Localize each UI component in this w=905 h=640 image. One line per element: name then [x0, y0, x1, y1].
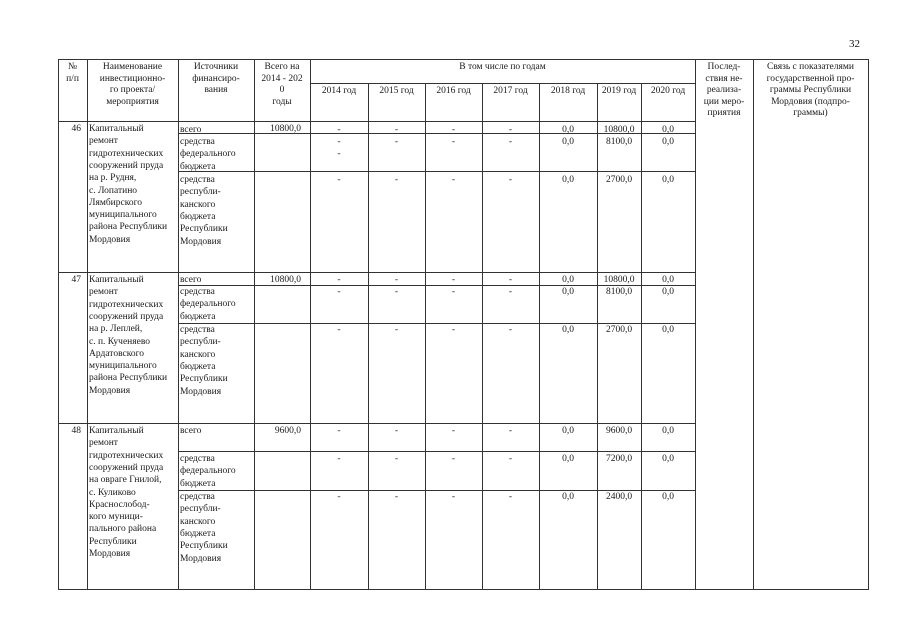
- header-consequences: ствия не-: [705, 73, 743, 84]
- page-number: 32: [849, 38, 860, 50]
- header-link: граммы Республики: [769, 85, 852, 95]
- header-consequences: приятия: [707, 108, 741, 118]
- project-name-line: ремонт: [89, 438, 118, 449]
- year-value: 2700,0: [605, 175, 633, 185]
- year-value: 7200,0: [605, 454, 633, 464]
- years-header-divider: [310, 83, 695, 84]
- project-name-line: пального района: [89, 524, 157, 535]
- source-label-line: средства: [180, 287, 215, 297]
- year-value: -: [508, 125, 513, 135]
- project-name-line: гидротехнических: [89, 148, 164, 159]
- header-year: 2015 год: [379, 86, 414, 96]
- header-total: 0: [279, 85, 285, 95]
- project-name-line: муниципального: [89, 210, 157, 221]
- project-name-line: Ардатовского: [89, 348, 145, 359]
- year-value: 0,0: [562, 137, 574, 147]
- source-label-line: всего: [180, 125, 202, 135]
- header-bottom-line: [58, 121, 695, 122]
- project-name-line: с. Куликово: [89, 487, 136, 498]
- year-value: 0,0: [562, 275, 574, 285]
- year-value: -: [451, 275, 456, 285]
- source-label-line: Мордовия: [180, 553, 222, 564]
- source-label-line: канского: [180, 516, 216, 527]
- year-value: 2400,0: [605, 492, 633, 502]
- project-name-line: Краснослобод-: [89, 499, 150, 510]
- source-label-line: федерального: [180, 299, 236, 310]
- year-value: -: [451, 492, 456, 502]
- header-year: 2014 год: [321, 86, 357, 96]
- year-value: -: [394, 492, 399, 502]
- header-sources: вания: [204, 85, 228, 95]
- project-name-line: Республики: [89, 536, 137, 547]
- project-name-line: Капитальный: [89, 124, 144, 134]
- project-name-line: Мордовия: [89, 549, 131, 559]
- year-value-extra: -: [337, 149, 341, 160]
- row-divider: [58, 272, 695, 273]
- project-name-line: с. п. Кученяево: [89, 336, 151, 347]
- row-divider: [58, 423, 695, 424]
- year-value: -: [394, 125, 399, 135]
- header-name: Наименование: [102, 62, 163, 72]
- source-label-line: средства: [180, 325, 215, 335]
- header-total: 2014 - 202: [261, 73, 303, 84]
- row-number: 48: [71, 426, 81, 436]
- project-name-line: на р. Рудня,: [89, 173, 137, 184]
- source-label-line: республи-: [180, 187, 221, 198]
- year-value: -: [394, 325, 399, 335]
- project-name-line: сооружений пруда: [89, 160, 164, 171]
- year-value: 10800,0: [603, 125, 635, 135]
- year-value: -: [394, 175, 399, 185]
- header-num: №: [67, 62, 78, 72]
- year-value: -: [394, 137, 399, 147]
- year-value: -: [337, 325, 341, 335]
- year-value: 8100,0: [605, 287, 633, 297]
- year-value: 0,0: [562, 426, 574, 436]
- source-label-line: средства: [180, 454, 215, 464]
- year-value: -: [508, 492, 513, 502]
- year-value: -: [508, 137, 513, 147]
- project-name-line: Мордовия: [89, 234, 131, 245]
- header-link: Мордовия (подпро-: [771, 96, 850, 107]
- project-name-line: района Республики: [89, 222, 168, 233]
- year-value: -: [508, 287, 513, 297]
- project-name-line: кого муници-: [89, 512, 143, 523]
- year-value: 0,0: [662, 287, 674, 297]
- header-sources: Источники: [193, 62, 239, 72]
- year-value: -: [337, 175, 341, 185]
- column-divider: [178, 59, 179, 589]
- project-name-line: на р. Леплей,: [89, 324, 143, 335]
- year-value: 8100,0: [605, 137, 633, 147]
- year-value: 0,0: [662, 426, 674, 436]
- year-value: -: [337, 287, 341, 297]
- header-link: Связь с показателями: [767, 62, 854, 72]
- source-label-line: Мордовия: [180, 386, 222, 397]
- row-number: 47: [71, 275, 81, 285]
- year-value: 0,0: [662, 275, 674, 285]
- year-value: 0,0: [562, 492, 574, 502]
- project-name-line: сооружений пруда: [89, 311, 164, 322]
- year-value: -: [337, 275, 341, 285]
- source-label-line: средства: [180, 492, 215, 502]
- year-value: -: [508, 454, 513, 464]
- header-link: государственной про-: [766, 73, 855, 84]
- header-consequences: ции меро-: [703, 96, 745, 107]
- source-label-line: бюджета: [180, 311, 216, 322]
- header-consequences: реализа-: [706, 85, 742, 95]
- year-value: 0,0: [662, 137, 674, 147]
- year-value: 2700,0: [605, 325, 633, 335]
- project-name-line: ремонт: [89, 287, 118, 298]
- column-divider: [753, 59, 754, 589]
- row-number: 46: [71, 124, 81, 134]
- column-divider: [695, 59, 696, 589]
- project-name-line: района Республики: [89, 373, 168, 384]
- source-divider: [178, 451, 695, 452]
- source-label-line: Республики: [180, 374, 228, 385]
- source-label-line: бюджета: [180, 161, 216, 172]
- source-label-line: бюджета: [180, 361, 216, 372]
- year-value: 0,0: [562, 125, 574, 135]
- source-label-line: Республики: [180, 224, 228, 235]
- source-label-line: республи-: [180, 504, 221, 515]
- project-name-line: Мордовия: [89, 385, 131, 396]
- header-year: 2020 год: [650, 86, 686, 96]
- project-name-line: сооружений пруда: [89, 462, 164, 473]
- year-value: -: [337, 125, 341, 135]
- year-value: 0,0: [662, 454, 674, 464]
- year-value: 0,0: [662, 492, 674, 502]
- source-label-line: канского: [180, 199, 216, 210]
- project-name-line: с. Лопатино: [89, 185, 138, 196]
- year-value: 10800,0: [603, 275, 635, 285]
- header-name: го проекта/: [109, 85, 156, 95]
- year-value: 0,0: [562, 287, 574, 297]
- year-value: -: [508, 175, 513, 185]
- source-divider: [178, 323, 695, 324]
- project-name-line: Лямбирского: [89, 197, 143, 208]
- year-value: -: [508, 275, 513, 285]
- year-value: -: [508, 426, 513, 436]
- year-value: -: [508, 325, 513, 335]
- year-value: -: [337, 137, 341, 147]
- project-name-line: на овраге Гнилой,: [89, 475, 162, 486]
- project-name-line: Капитальный: [89, 275, 144, 285]
- source-label-line: бюджета: [180, 528, 216, 539]
- header-year: 2018 год: [550, 86, 586, 96]
- source-label-line: всего: [180, 275, 202, 285]
- year-value: -: [451, 325, 456, 335]
- header-by-years: В том числе по годам: [459, 62, 546, 72]
- column-divider: [254, 59, 255, 589]
- header-year: 2016 год: [436, 86, 471, 96]
- source-label-line: всего: [180, 426, 202, 436]
- year-value: -: [451, 137, 456, 147]
- source-label-line: республи-: [180, 337, 221, 348]
- project-name-line: муниципального: [89, 361, 157, 372]
- header-year: 2019 год: [601, 86, 637, 96]
- header-year: 2017 год: [493, 86, 528, 96]
- source-label-line: Мордовия: [180, 236, 222, 247]
- year-value: 0,0: [662, 175, 674, 185]
- total-value: 9600,0: [274, 426, 301, 436]
- year-value: -: [394, 287, 399, 297]
- source-label-line: федерального: [180, 149, 236, 160]
- source-label-line: средства: [180, 137, 215, 147]
- year-value: -: [451, 426, 456, 436]
- source-label-line: бюджета: [180, 211, 216, 222]
- header-num: п/п: [66, 73, 79, 84]
- source-divider: [178, 490, 695, 491]
- year-value: -: [451, 125, 456, 135]
- year-value: 0,0: [662, 125, 674, 135]
- total-value: 10800,0: [270, 124, 301, 134]
- year-value: -: [394, 426, 399, 436]
- source-label-line: канского: [180, 349, 216, 360]
- year-value: -: [451, 454, 456, 464]
- header-total: Всего на: [264, 62, 300, 72]
- header-consequences: Послед-: [707, 62, 741, 72]
- year-value: -: [451, 175, 456, 185]
- project-name-line: гидротехнических: [89, 299, 164, 310]
- total-value: 10800,0: [270, 275, 301, 285]
- year-value: -: [394, 275, 399, 285]
- column-divider: [87, 59, 88, 589]
- source-label-line: средства: [180, 175, 215, 185]
- year-value: -: [394, 454, 399, 464]
- year-value: 0,0: [562, 454, 574, 464]
- header-sources: финансиро-: [192, 73, 240, 84]
- year-value: 0,0: [562, 175, 574, 185]
- header-link: граммы): [793, 108, 828, 118]
- year-value: 0,0: [662, 325, 674, 335]
- year-value: -: [337, 492, 341, 502]
- header-name: инвестиционно-: [99, 73, 166, 84]
- project-name-line: ремонт: [89, 136, 118, 147]
- year-value: 0,0: [562, 325, 574, 335]
- source-divider: [178, 171, 695, 172]
- year-value: -: [337, 426, 341, 436]
- source-label-line: федерального: [180, 466, 236, 477]
- year-value: -: [337, 454, 341, 464]
- header-total: годы: [272, 96, 292, 107]
- year-value: 9600,0: [605, 426, 633, 436]
- source-label-line: бюджета: [180, 478, 216, 489]
- project-name-line: Капитальный: [89, 426, 144, 436]
- project-name-line: гидротехнических: [89, 450, 164, 461]
- year-value: -: [451, 287, 456, 297]
- header-name: мероприятия: [106, 96, 159, 107]
- source-label-line: Республики: [180, 541, 228, 552]
